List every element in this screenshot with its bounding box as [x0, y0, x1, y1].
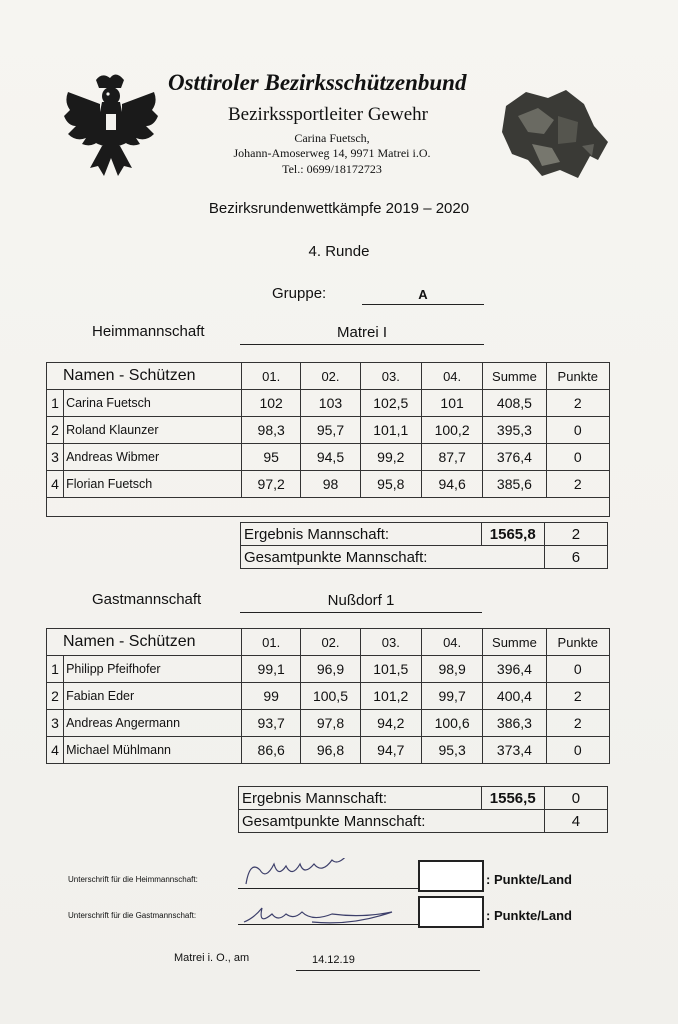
round-label: 4. Runde: [308, 243, 370, 260]
table-row: [47, 390, 610, 417]
result-points: 0: [544, 787, 607, 810]
shooter-name: Andreas Wibmer: [64, 444, 242, 471]
score-sum: 395,3: [483, 417, 546, 444]
score-03: 101,5: [360, 656, 421, 683]
column-header-names: Namen - Schützen: [47, 629, 242, 656]
score-03: 94,7: [360, 737, 421, 764]
score-03: 95,8: [360, 471, 421, 498]
shooter-name: Florian Fuetsch: [64, 471, 242, 498]
shooter-name: Carina Fuetsch: [64, 390, 242, 417]
total-row: [239, 810, 608, 833]
shooter-name: Roland Klaunzer: [64, 417, 242, 444]
score-03: 102,5: [360, 390, 421, 417]
home-result-table: [240, 522, 608, 569]
row-number: 3: [47, 444, 64, 471]
home-signature-label: Unterschrift für die Heimmannschaft:: [68, 875, 198, 884]
home-team-label: Heimmannschaft: [92, 323, 205, 340]
score-01: 86,6: [242, 737, 301, 764]
home-signature-scribble: [240, 858, 360, 890]
score-points: 0: [546, 444, 609, 471]
score-sum: 385,6: [483, 471, 546, 498]
place-label: Matrei i. O., am: [174, 952, 250, 964]
score-01: 98,3: [242, 417, 301, 444]
score-points: 0: [546, 417, 609, 444]
score-sum: 386,3: [483, 710, 546, 737]
home-team-name: Matrei I: [240, 324, 484, 345]
row-number: 3: [47, 710, 64, 737]
score-04: 94,6: [421, 471, 482, 498]
column-header-04: 04.: [421, 363, 482, 390]
guest-points-label: : Punkte/Land: [486, 908, 572, 923]
score-points: 0: [546, 737, 609, 764]
result-label: Ergebnis Mannschaft:: [239, 787, 482, 810]
column-header-02: 02.: [301, 363, 360, 390]
row-number: 1: [47, 390, 64, 417]
row-number: 2: [47, 683, 64, 710]
score-sum: 376,4: [483, 444, 546, 471]
column-header-sum: Summe: [483, 363, 546, 390]
org-subtitle: Bezirkssportleiter Gewehr: [228, 104, 428, 125]
score-01: 93,7: [242, 710, 301, 737]
table-row: [47, 710, 610, 737]
score-01: 99,1: [242, 656, 301, 683]
column-header-01: 01.: [242, 629, 301, 656]
contact-name: Carina Fuetsch,: [294, 131, 370, 145]
table-row: [47, 444, 610, 471]
home-points-label: : Punkte/Land: [486, 872, 572, 887]
result-value: 1556,5: [481, 787, 544, 810]
table-row: [47, 683, 610, 710]
score-points: 2: [546, 471, 609, 498]
total-points: 4: [544, 810, 607, 833]
score-points: 2: [546, 710, 609, 737]
score-01: 97,2: [242, 471, 301, 498]
score-points: 2: [546, 390, 609, 417]
date-value: 14.12.19: [296, 954, 480, 971]
guest-score-table: [46, 628, 610, 764]
group-value: A: [362, 287, 484, 305]
score-04: 99,7: [421, 683, 482, 710]
score-04: 101: [421, 390, 482, 417]
score-02: 95,7: [301, 417, 360, 444]
shooter-name: Michael Mühlmann: [64, 737, 242, 764]
result-row: [241, 523, 608, 546]
table-row: [47, 737, 610, 764]
total-label: Gesamtpunkte Mannschaft:: [241, 546, 545, 569]
column-header-sum: Summe: [483, 629, 546, 656]
score-04: 100,2: [421, 417, 482, 444]
score-sum: 373,4: [483, 737, 546, 764]
row-number: 1: [47, 656, 64, 683]
score-02: 100,5: [301, 683, 360, 710]
score-02: 96,8: [301, 737, 360, 764]
column-header-01: 01.: [242, 363, 301, 390]
score-04: 100,6: [421, 710, 482, 737]
result-label: Ergebnis Mannschaft:: [241, 523, 482, 546]
score-sum: 396,4: [483, 656, 546, 683]
total-row: [241, 546, 608, 569]
table-row: [47, 471, 610, 498]
competition-title: Bezirksrundenwettkämpfe 2019 – 2020: [208, 200, 470, 217]
row-number: 4: [47, 737, 64, 764]
table-spacer-row: [47, 498, 610, 517]
score-04: 87,7: [421, 444, 482, 471]
contact-address: Johann-Amoserweg 14, 9971 Matrei i.O.: [233, 146, 431, 160]
score-02: 103: [301, 390, 360, 417]
table-header-row: [47, 363, 610, 390]
result-row: [239, 787, 608, 810]
score-03: 101,1: [360, 417, 421, 444]
column-header-points: Punkte: [546, 363, 609, 390]
score-points: 0: [546, 656, 609, 683]
group-label: Gruppe:: [272, 285, 327, 302]
total-points: 6: [544, 546, 607, 569]
shooter-name: Fabian Eder: [64, 683, 242, 710]
score-01: 95: [242, 444, 301, 471]
guest-result-table: [238, 786, 608, 833]
result-points: 2: [544, 523, 607, 546]
score-03: 94,2: [360, 710, 421, 737]
column-header-points: Punkte: [546, 629, 609, 656]
shooter-name: Philipp Pfeifhofer: [64, 656, 242, 683]
column-header-03: 03.: [360, 629, 421, 656]
org-name: Osttiroler Bezirksschützenbund: [168, 70, 467, 95]
table-row: [47, 417, 610, 444]
total-label: Gesamtpunkte Mannschaft:: [239, 810, 545, 833]
guest-signature-scribble: [240, 900, 420, 928]
score-01: 99: [242, 683, 301, 710]
eagle-crest-icon: [62, 70, 160, 180]
contact-phone: Tel.: 0699/18172723: [282, 162, 382, 176]
district-map-icon: [498, 86, 610, 182]
guest-team-label: Gastmannschaft: [92, 591, 202, 608]
score-02: 97,8: [301, 710, 360, 737]
score-02: 94,5: [301, 444, 360, 471]
column-header-02: 02.: [301, 629, 360, 656]
result-value: 1565,8: [481, 523, 544, 546]
home-points-box[interactable]: [418, 860, 484, 892]
home-score-table: [46, 362, 610, 517]
row-number: 4: [47, 471, 64, 498]
column-header-04: 04.: [421, 629, 482, 656]
score-01: 102: [242, 390, 301, 417]
score-04: 95,3: [421, 737, 482, 764]
score-02: 98: [301, 471, 360, 498]
table-row: [47, 656, 610, 683]
score-04: 98,9: [421, 656, 482, 683]
score-points: 2: [546, 683, 609, 710]
score-sum: 408,5: [483, 390, 546, 417]
guest-points-box[interactable]: [418, 896, 484, 928]
score-03: 99,2: [360, 444, 421, 471]
guest-signature-label: Unterschrift für die Gastmannschaft:: [68, 911, 197, 920]
shooter-name: Andreas Angermann: [64, 710, 242, 737]
score-sum: 400,4: [483, 683, 546, 710]
table-header-row: [47, 629, 610, 656]
guest-team-name: Nußdorf 1: [240, 592, 482, 613]
score-03: 101,2: [360, 683, 421, 710]
column-header-03: 03.: [360, 363, 421, 390]
column-header-names: Namen - Schützen: [47, 363, 242, 390]
score-02: 96,9: [301, 656, 360, 683]
row-number: 2: [47, 417, 64, 444]
